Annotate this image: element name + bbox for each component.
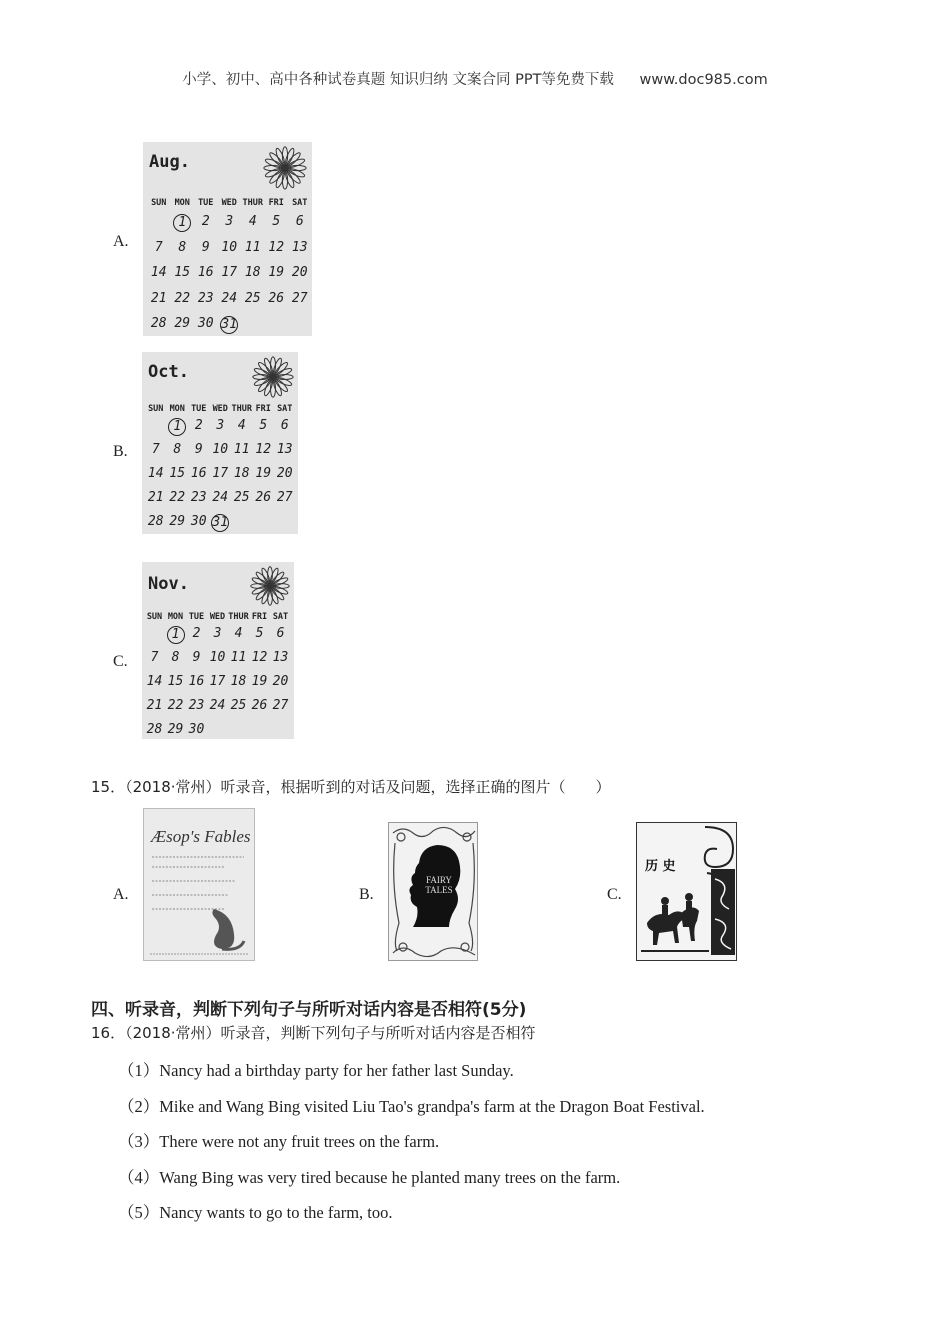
- day-number: 22: [174, 290, 191, 306]
- calendar-day[interactable]: [165, 674, 186, 690]
- calendar-day[interactable]: [241, 214, 265, 232]
- book-c-title: 历 史: [645, 859, 676, 874]
- calendar-day[interactable]: [253, 466, 275, 482]
- weekday-label: FRI: [251, 612, 268, 622]
- circled-day: 1: [173, 214, 191, 232]
- day-number: 4: [237, 418, 246, 433]
- calendar-day[interactable]: [210, 466, 232, 482]
- statement-5: （5）Nancy wants to go to the farm, too.: [118, 1203, 393, 1222]
- book-image-aesops-fables[interactable]: [143, 808, 255, 961]
- day-number: 14: [146, 674, 163, 689]
- day-number: 12: [268, 239, 285, 255]
- calendar-day[interactable]: [194, 240, 218, 256]
- calendar-day[interactable]: [274, 466, 296, 482]
- day-number: 12: [255, 442, 272, 457]
- calendar-day[interactable]: [207, 626, 228, 644]
- day-number: 20: [291, 265, 308, 280]
- day-number: 27: [272, 698, 289, 713]
- calendar-day[interactable]: [249, 722, 270, 738]
- day-number: 28: [146, 722, 163, 737]
- calendar-day[interactable]: [171, 291, 195, 307]
- weekday-label: TUE: [198, 198, 214, 208]
- day-number: 27: [276, 490, 293, 505]
- day-number: 27: [291, 290, 308, 306]
- book-a-decoration: [144, 809, 255, 961]
- calendar-day[interactable]: [270, 674, 291, 690]
- calendar-day[interactable]: [194, 291, 218, 307]
- weekday-label: WED: [212, 404, 228, 414]
- calendar-day[interactable]: [231, 418, 253, 436]
- weekday-header: [145, 404, 296, 414]
- flower-icon: [250, 566, 290, 610]
- calendar-day[interactable]: [210, 514, 232, 532]
- calendar-day[interactable]: [249, 650, 270, 666]
- weekday-label: SAT: [277, 404, 293, 414]
- weekday-label: SUN: [148, 404, 164, 414]
- calendar-month: Aug.: [149, 152, 190, 172]
- statement-2: （2）Mike and Wang Bing visited Liu Tao's grandpa's farm at the Dragon Boat Festival.: [118, 1097, 705, 1116]
- weekday-label: SAT: [292, 198, 308, 208]
- day-number: 30: [197, 316, 214, 331]
- day-number: 22: [169, 490, 186, 505]
- day-number: 5: [255, 626, 264, 641]
- calendar-week-row: [145, 490, 296, 506]
- calendar-day[interactable]: [194, 214, 218, 232]
- day-number: 7: [151, 442, 160, 457]
- calendar-day[interactable]: [231, 442, 253, 458]
- day-number: 26: [251, 698, 268, 713]
- calendar-day[interactable]: [167, 466, 189, 482]
- day-number: 16: [188, 674, 205, 689]
- weekday-label: SUN: [151, 198, 167, 208]
- calendar-day[interactable]: [145, 442, 167, 458]
- circled-day: 31: [212, 515, 229, 530]
- calendar-day[interactable]: [253, 514, 275, 532]
- calendar-day[interactable]: [218, 316, 242, 334]
- q15-option-label-c: C.: [607, 886, 622, 903]
- calendar-day[interactable]: [265, 265, 289, 281]
- day-number: 21: [146, 698, 163, 713]
- day-number: 3: [225, 214, 234, 229]
- day-number: 9: [201, 239, 210, 255]
- calendar-day[interactable]: [249, 626, 270, 644]
- calendar-week-row: [147, 316, 312, 334]
- calendar-week-row: [144, 626, 291, 644]
- weekday-label: TUE: [191, 404, 207, 414]
- day-number: 18: [244, 265, 261, 280]
- day-number: 15: [174, 265, 191, 280]
- calendar-month: Oct.: [148, 362, 189, 382]
- statement-1: （1）Nancy had a birthday party for her father last Sunday.: [118, 1061, 514, 1080]
- calendar-day[interactable]: [188, 514, 210, 532]
- calendar-day[interactable]: [210, 418, 232, 436]
- day-number: 21: [147, 490, 164, 505]
- day-number: 12: [251, 650, 268, 665]
- day-number: 3: [216, 418, 225, 433]
- day-number: 4: [234, 626, 243, 641]
- day-number: 23: [188, 698, 205, 713]
- flower-icon: [252, 356, 294, 402]
- calendar-day[interactable]: [228, 650, 249, 666]
- weekday-label: TUE: [188, 612, 205, 622]
- flower-icon: [263, 146, 307, 194]
- calendar-day[interactable]: [186, 650, 207, 666]
- day-number: 2: [194, 418, 203, 433]
- calendar-day[interactable]: [207, 722, 228, 738]
- day-number: 15: [167, 674, 184, 689]
- option-label-b: B.: [113, 443, 128, 460]
- day-number: 6: [280, 418, 289, 433]
- day-number: 24: [212, 490, 229, 505]
- day-number: 9: [194, 442, 203, 457]
- calendar-week-row: [147, 240, 312, 256]
- day-number: 25: [244, 290, 261, 306]
- day-number: 20: [272, 674, 289, 689]
- q16-number: 16．: [91, 1024, 126, 1042]
- calendar-day[interactable]: [274, 442, 296, 458]
- day-number: 17: [221, 265, 238, 280]
- weekday-label: SAT: [272, 612, 289, 622]
- calendar-day[interactable]: [265, 240, 289, 256]
- calendar-day[interactable]: [144, 674, 165, 690]
- calendar-day[interactable]: [270, 698, 291, 714]
- calendar-day[interactable]: [231, 490, 253, 506]
- day-number: 30: [190, 514, 207, 529]
- day-number: 10: [221, 239, 238, 255]
- calendar-day[interactable]: [249, 698, 270, 714]
- calendar-day[interactable]: [171, 265, 195, 281]
- day-number: 29: [169, 514, 186, 529]
- q15-option-label-a: A.: [113, 886, 129, 903]
- calendar-day[interactable]: [218, 265, 242, 281]
- day-number: 8: [171, 650, 180, 665]
- day-number: 8: [178, 239, 187, 255]
- calendar-day[interactable]: [253, 490, 275, 506]
- calendar-day[interactable]: [147, 240, 171, 256]
- calendar-day[interactable]: [265, 316, 289, 334]
- weekday-label: FRI: [268, 198, 284, 208]
- calendar-week-row: [144, 698, 291, 714]
- calendar-day[interactable]: [249, 674, 270, 690]
- calendar-day[interactable]: [171, 214, 195, 232]
- calendar-day[interactable]: [288, 291, 312, 307]
- calendar-day[interactable]: [194, 265, 218, 281]
- day-number: 9: [192, 650, 201, 665]
- q15-number: 15．: [91, 778, 126, 796]
- day-number: 29: [174, 316, 191, 331]
- day-number: 26: [268, 290, 285, 306]
- weekday-header: [147, 198, 312, 208]
- day-number: 20: [276, 466, 293, 481]
- calendar-day[interactable]: [288, 265, 312, 281]
- day-number: 6: [295, 214, 304, 229]
- calendar-day[interactable]: [165, 626, 186, 644]
- day-number: 16: [197, 265, 214, 280]
- day-number: 30: [188, 722, 205, 737]
- calendar-day[interactable]: [288, 214, 312, 232]
- day-number: 21: [150, 290, 167, 306]
- calendar-month: Nov.: [148, 574, 189, 594]
- day-number: 3: [213, 626, 222, 641]
- day-number: 24: [221, 290, 238, 306]
- calendar-day[interactable]: [171, 240, 195, 256]
- day-number: 2: [201, 214, 210, 229]
- day-number: 5: [272, 214, 281, 229]
- day-number: 5: [259, 418, 268, 433]
- statement-3: （3）There were not any fruit trees on the farm.: [118, 1132, 440, 1151]
- book-image-history[interactable]: [636, 822, 737, 961]
- q15-option-label-b: B.: [359, 886, 374, 903]
- weekday-label: WED: [209, 612, 226, 622]
- calendar-day[interactable]: [210, 442, 232, 458]
- option-label-a: A.: [113, 233, 129, 250]
- calendar-august[interactable]: [143, 142, 312, 336]
- calendar-day[interactable]: [171, 316, 195, 334]
- statement-4: （4）Wang Bing was very tired because he planted many trees on the farm.: [118, 1168, 621, 1187]
- day-number: 19: [251, 674, 268, 689]
- calendar-day[interactable]: [274, 514, 296, 532]
- calendar-day[interactable]: [228, 698, 249, 714]
- day-number: 18: [233, 466, 250, 481]
- day-number: 17: [209, 674, 226, 689]
- page-header: [0, 68, 950, 89]
- calendar-day[interactable]: [265, 291, 289, 307]
- day-number: 25: [230, 698, 247, 713]
- calendar-week-row: [145, 442, 296, 458]
- day-number: 15: [169, 466, 186, 481]
- calendar-october[interactable]: [142, 352, 298, 534]
- calendar-day[interactable]: [241, 316, 265, 334]
- calendar-day[interactable]: [218, 214, 242, 232]
- calendar-day[interactable]: [147, 265, 171, 281]
- day-number: 11: [230, 650, 247, 665]
- calendar-day[interactable]: [270, 722, 291, 738]
- day-number: 11: [244, 239, 261, 255]
- question-16: [91, 1022, 536, 1043]
- calendar-day[interactable]: [288, 316, 312, 334]
- calendar-day[interactable]: [188, 466, 210, 482]
- calendar-day[interactable]: [186, 674, 207, 690]
- day-number: 4: [248, 214, 257, 229]
- day-number: 6: [276, 626, 285, 641]
- day-number: 17: [212, 466, 229, 481]
- option-label-c: C.: [113, 653, 128, 670]
- calendar-week-row: [145, 466, 296, 482]
- calendar-week-row: [147, 265, 312, 281]
- horse-rider: [647, 893, 699, 945]
- day-number: 13: [276, 442, 293, 457]
- day-number: 18: [230, 674, 247, 689]
- calendar-day[interactable]: [147, 316, 171, 334]
- calendar-day[interactable]: [144, 626, 165, 644]
- q16-text: 听录音，判断下列句子与所听对话内容是否相符: [220, 1024, 536, 1042]
- day-number: 16: [190, 466, 207, 481]
- fox-illustration: [212, 909, 234, 949]
- calendar-day[interactable]: [145, 418, 167, 436]
- day-number: 14: [147, 466, 164, 481]
- day-number: 28: [150, 316, 167, 331]
- day-number: 26: [255, 490, 272, 505]
- q16-source: （2018·常州）: [125, 1024, 221, 1042]
- day-number: 13: [272, 650, 289, 665]
- weekday-label: WED: [221, 198, 237, 208]
- header-text: 小学、初中、高中各种试卷真题 知识归纳 文案合同 PPT等免费下载: [182, 72, 614, 88]
- calendar-day[interactable]: [207, 650, 228, 666]
- header-url: www.doc985.com: [639, 72, 768, 88]
- calendar-day[interactable]: [274, 418, 296, 436]
- calendar-week-row: [144, 650, 291, 666]
- calendar-day[interactable]: [145, 514, 167, 532]
- weekday-label: THUR: [242, 198, 263, 208]
- calendar-day[interactable]: [231, 514, 253, 532]
- calendar-day[interactable]: [186, 722, 207, 738]
- calendar-day[interactable]: [253, 418, 275, 436]
- q15-text: 听录音，根据听到的对话及问题，选择正确的图片（ ）: [220, 778, 611, 796]
- calendar-day[interactable]: [265, 214, 289, 232]
- calendar-day[interactable]: [210, 490, 232, 506]
- calendar-day[interactable]: [147, 214, 171, 232]
- q15-source: （2018·常州）: [125, 778, 221, 796]
- day-number: 24: [209, 698, 226, 713]
- weekday-label: SUN: [146, 612, 163, 622]
- day-number: 23: [190, 490, 207, 505]
- weekday-label: MON: [167, 612, 184, 622]
- calendar-week-row: [144, 674, 291, 690]
- calendar-day[interactable]: [218, 291, 242, 307]
- calendar-day[interactable]: [188, 490, 210, 506]
- day-number: 23: [197, 290, 214, 306]
- day-number: 11: [233, 442, 250, 457]
- calendar-week-row: [147, 214, 312, 232]
- calendar-day[interactable]: [144, 650, 165, 666]
- weekday-label: THUR: [228, 612, 249, 622]
- calendar-day[interactable]: [228, 674, 249, 690]
- calendar-day[interactable]: [145, 466, 167, 482]
- calendar-day[interactable]: [207, 674, 228, 690]
- calendar-day[interactable]: [241, 240, 265, 256]
- calendar-day[interactable]: [274, 490, 296, 506]
- day-number: 2: [192, 626, 201, 641]
- circled-day: 1: [167, 626, 185, 644]
- day-number: 10: [212, 442, 229, 457]
- calendar-day[interactable]: [270, 626, 291, 644]
- calendar-week-row: [145, 418, 296, 436]
- day-number: 8: [173, 442, 182, 457]
- calendar-week-row: [144, 722, 291, 738]
- day-number: 14: [150, 265, 167, 280]
- book-image-fairy-tales[interactable]: [388, 822, 478, 961]
- circled-day: 31: [221, 317, 238, 332]
- calendar-week-row: [147, 291, 312, 307]
- calendar-day[interactable]: [194, 316, 218, 334]
- calendar-day[interactable]: [241, 265, 265, 281]
- calendar-day[interactable]: [186, 626, 207, 644]
- calendar-day[interactable]: [165, 722, 186, 738]
- calendar-day[interactable]: [188, 442, 210, 458]
- day-number: 19: [255, 466, 272, 481]
- weekday-header: [144, 612, 291, 622]
- day-number: 22: [167, 698, 184, 713]
- calendar-november[interactable]: [142, 562, 294, 739]
- calendar-day[interactable]: [228, 626, 249, 644]
- calendar-week-row: [145, 514, 296, 532]
- calendar-day[interactable]: [253, 442, 275, 458]
- calendar-day[interactable]: [231, 466, 253, 482]
- calendar-day[interactable]: [165, 698, 186, 714]
- day-number: 7: [150, 650, 159, 665]
- book-c-art: [637, 823, 737, 961]
- weekday-label: FRI: [255, 404, 271, 414]
- calendar-day[interactable]: [167, 442, 189, 458]
- day-number: 10: [209, 650, 226, 665]
- calendar-day[interactable]: [144, 698, 165, 714]
- calendar-day[interactable]: [218, 240, 242, 256]
- calendar-day[interactable]: [165, 650, 186, 666]
- calendar-day[interactable]: [167, 490, 189, 506]
- calendar-day[interactable]: [241, 291, 265, 307]
- question-15: [91, 776, 611, 797]
- day-number: 7: [154, 239, 163, 255]
- book-b-title: FAIRY TALES: [425, 875, 453, 895]
- circled-day: 1: [168, 418, 186, 436]
- calendar-day[interactable]: [145, 490, 167, 506]
- calendar-day[interactable]: [228, 722, 249, 738]
- weekday-label: MON: [169, 404, 185, 414]
- day-number: 13: [291, 239, 308, 255]
- calendar-day[interactable]: [188, 418, 210, 436]
- calendar-day[interactable]: [147, 291, 171, 307]
- calendar-day[interactable]: [207, 698, 228, 714]
- day-number: 25: [233, 490, 250, 505]
- day-number: 29: [167, 722, 184, 737]
- calendar-day[interactable]: [288, 240, 312, 256]
- book-a-title: Æsop's Fables: [151, 827, 251, 846]
- calendar-day[interactable]: [186, 698, 207, 714]
- weekday-label: THUR: [231, 404, 252, 414]
- weekday-label: MON: [174, 198, 190, 208]
- calendar-day[interactable]: [167, 418, 189, 436]
- section-4-title: 四、听录音，判断下列句子与所听对话内容是否相符(5分): [91, 1000, 527, 1020]
- calendar-day[interactable]: [167, 514, 189, 532]
- calendar-day[interactable]: [270, 650, 291, 666]
- calendar-day[interactable]: [144, 722, 165, 738]
- day-number: 19: [268, 265, 285, 280]
- day-number: 28: [147, 514, 164, 529]
